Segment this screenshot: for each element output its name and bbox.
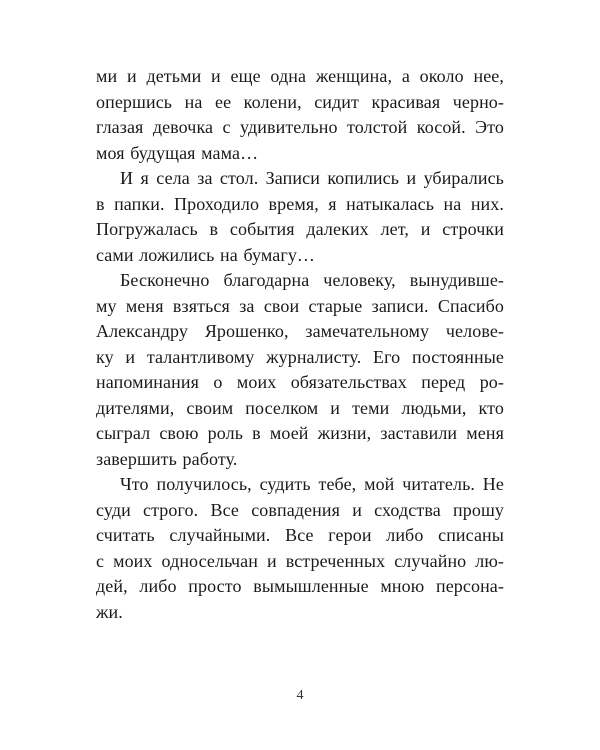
page-number: 4 (296, 688, 304, 703)
text-line: ку и талантливому журналисту. Его постоянные (96, 346, 504, 367)
text-line: опершись на ее колени, сидит красивая черно- (96, 91, 504, 112)
text-line: сыграл свою роль в моей жизни, заставили меня (96, 423, 504, 443)
text-line: считать случайными. Все герои либо списаны (96, 525, 504, 545)
text-line: в папки. Проходило время, я натыкалась на них. (96, 193, 504, 214)
paragraph-start-line: Что получилось, судить тебе, мой читатель. Не (120, 474, 504, 494)
text-line: ми и детьми и еще одна женщина, а около нее, (96, 66, 504, 86)
text-line: Погружалась в события далеких лет, и строчки (96, 219, 504, 239)
text-line: глазая девочка с удивительно толстой косой. Это (96, 117, 504, 137)
body-text (96, 64, 504, 625)
text-line: с моих односельчан и встреченных случайно лю- (96, 550, 504, 571)
text-line: дителями, своим поселком и теми людьми, кто (96, 397, 504, 418)
text-line: завершить работу. (96, 448, 238, 469)
text-line: суди строго. Все совпадения и сходства прошу (96, 499, 504, 520)
text-line: напоминания о моих обязательствах перед ро- (96, 372, 504, 392)
text-line: дей, либо просто вымышленные мною персона- (96, 576, 504, 596)
text-line: сами ложились на бумагу… (96, 244, 316, 265)
paragraph-start-line: Бесконечно благодарна человеку, вынудивше- (120, 270, 504, 290)
text-line: жи. (96, 601, 123, 622)
paragraph-start-line: И я села за стол. Записи копились и убирались (120, 168, 504, 188)
text-line: му меня взяться за свои старые записи. Спасибо (96, 295, 504, 316)
text-line: Александру Ярошенко, замечательному челове- (96, 321, 504, 341)
text-line: моя будущая мама… (96, 142, 259, 163)
